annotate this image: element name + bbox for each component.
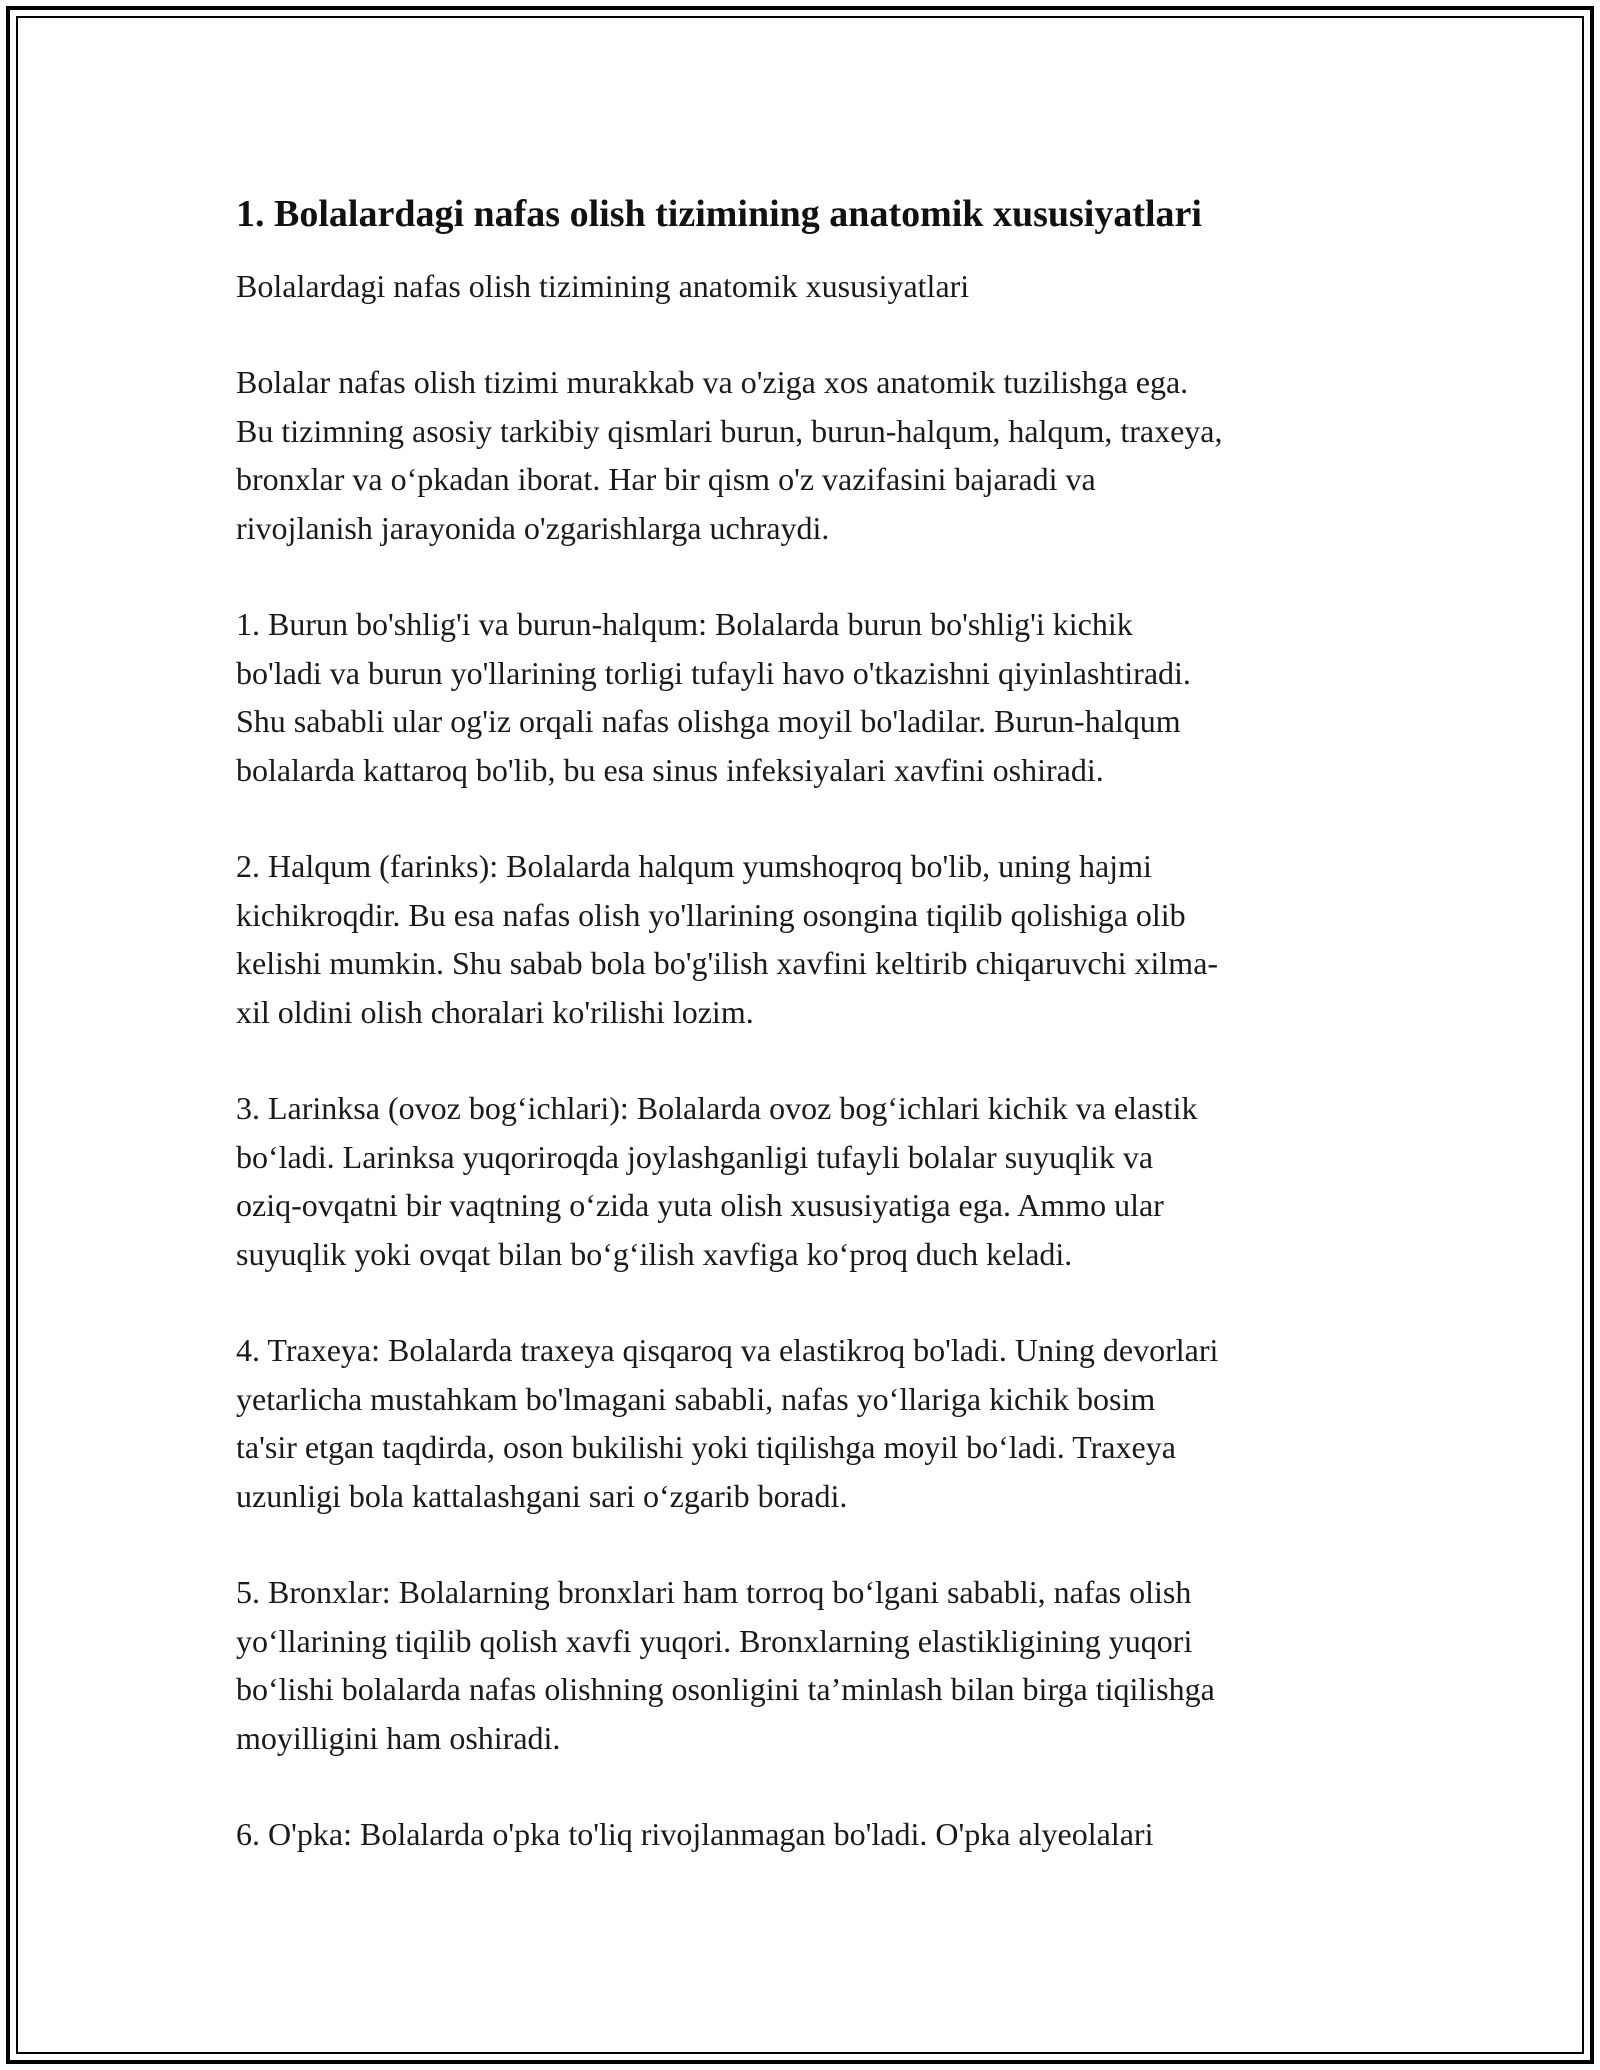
paragraph-intro xyxy=(236,358,1376,552)
paragraph-pharynx xyxy=(236,842,1376,1036)
document-subtitle: Bolalardagi nafas olish tizimining anatomik xususiyatlari xyxy=(236,268,970,304)
paragraph-line: xil oldini olish choralari ko'rilishi lozim. xyxy=(236,993,754,1030)
paragraph-line: uzunligi bola kattalashgani sari o‘zgarib boradi. xyxy=(236,1477,848,1514)
paragraph-line: suyuqlik yoki ovqat bilan bo‘g‘ilish xavfiga ko‘proq duch keladi. xyxy=(236,1235,1073,1272)
paragraph-line: rivojlanish jarayonida o'zgarishlarga uchraydi. xyxy=(236,509,830,546)
paragraph-line: ta'sir etgan taqdirda, oson bukilishi yoki tiqilishga moyil bo‘ladi. Traxeya xyxy=(236,1429,1176,1465)
paragraph-line: 1. Burun bo'shlig'i va burun-halqum: Bolalarda burun bo'shlig'i kichik xyxy=(236,606,1133,642)
paragraph-line: bo‘ladi. Larinksa yuqoriroqda joylashganligi tufayli bolalar suyuqlik va xyxy=(236,1138,1154,1175)
paragraph-line: Shu sababli ular og'iz orqali nafas olishga moyil bo'ladilar. Burun-halqum xyxy=(236,703,1181,739)
paragraph-line: moyilligini ham oshiradi. xyxy=(236,1719,561,1756)
paragraph-line: bolalarda kattaroq bo'lib, bu esa sinus infeksiyalari xavfini oshiradi. xyxy=(236,751,1104,788)
document-body xyxy=(236,186,1376,1859)
paragraph-line: Bu tizimning asosiy tarkibiy qismlari burun, burun-halqum, halqum, traxeya, xyxy=(236,412,1223,449)
paragraph-line: Bolalar nafas olish tizimi murakkab va o'ziga xos anatomik tuzilishga ega. xyxy=(236,364,1189,400)
paragraph-line: yetarlicha mustahkam bo'lmagani sababli, nafas yo‘llariga kichik bosim xyxy=(236,1380,1156,1417)
paragraph-line: kelishi mumkin. Shu sabab bola bo'g'ilish xavfini keltirib chiqaruvchi xilma- xyxy=(236,945,1219,981)
paragraph-lungs xyxy=(236,1810,1376,1859)
paragraph-line: kichikroqdir. Bu esa nafas olish yo'llarining osongina tiqilib qolishiga olib xyxy=(236,896,1186,933)
paragraph-line: 6. O'pka: Bolalarda o'pka to'liq rivojlanmagan bo'ladi. O'pka alyeolalari xyxy=(236,1816,1154,1852)
paragraph-line: 3. Larinksa (ovoz bog‘ichlari): Bolalarda ovoz bog‘ichlari kichik va elastik xyxy=(236,1090,1198,1126)
paragraph-line: 4. Traxeya: Bolalarda traxeya qisqaroq va elastikroq bo'ladi. Uning devorlari xyxy=(236,1332,1219,1368)
paragraph-line: 5. Bronxlar: Bolalarning bronxlari ham torroq bo‘lgani sababli, nafas olish xyxy=(236,1574,1192,1610)
paragraph-line: oziq-ovqatni bir vaqtning o‘zida yuta olish xususiyatiga ega. Ammo ular xyxy=(236,1187,1164,1223)
paragraph-trachea xyxy=(236,1326,1376,1520)
paragraph-line: 2. Halqum (farinks): Bolalarda halqum yumshoqroq bo'lib, uning hajmi xyxy=(236,848,1152,884)
paragraph-line: bronxlar va o‘pkadan iborat. Har bir qism o'z vazifasini bajaradi va xyxy=(236,461,1096,497)
paragraph-line: bo'ladi va burun yo'llarining torligi tufayli havo o'tkazishni qiyinlashtiradi. xyxy=(236,654,1191,691)
paragraph-line: yo‘llarining tiqilib qolish xavfi yuqori. Bronxlarning elastikligining yuqori xyxy=(236,1622,1193,1659)
paragraph-larynx xyxy=(236,1084,1376,1278)
paragraph-nasal-cavity xyxy=(236,600,1376,794)
document-title: 1. Bolalardagi nafas olish tizimining anatomik xususiyatlari xyxy=(236,193,1202,235)
paragraph-bronchi xyxy=(236,1568,1376,1762)
paragraph-line: bo‘lishi bolalarda nafas olishning osonligini ta’minlash bilan birga tiqilishga xyxy=(236,1671,1215,1707)
